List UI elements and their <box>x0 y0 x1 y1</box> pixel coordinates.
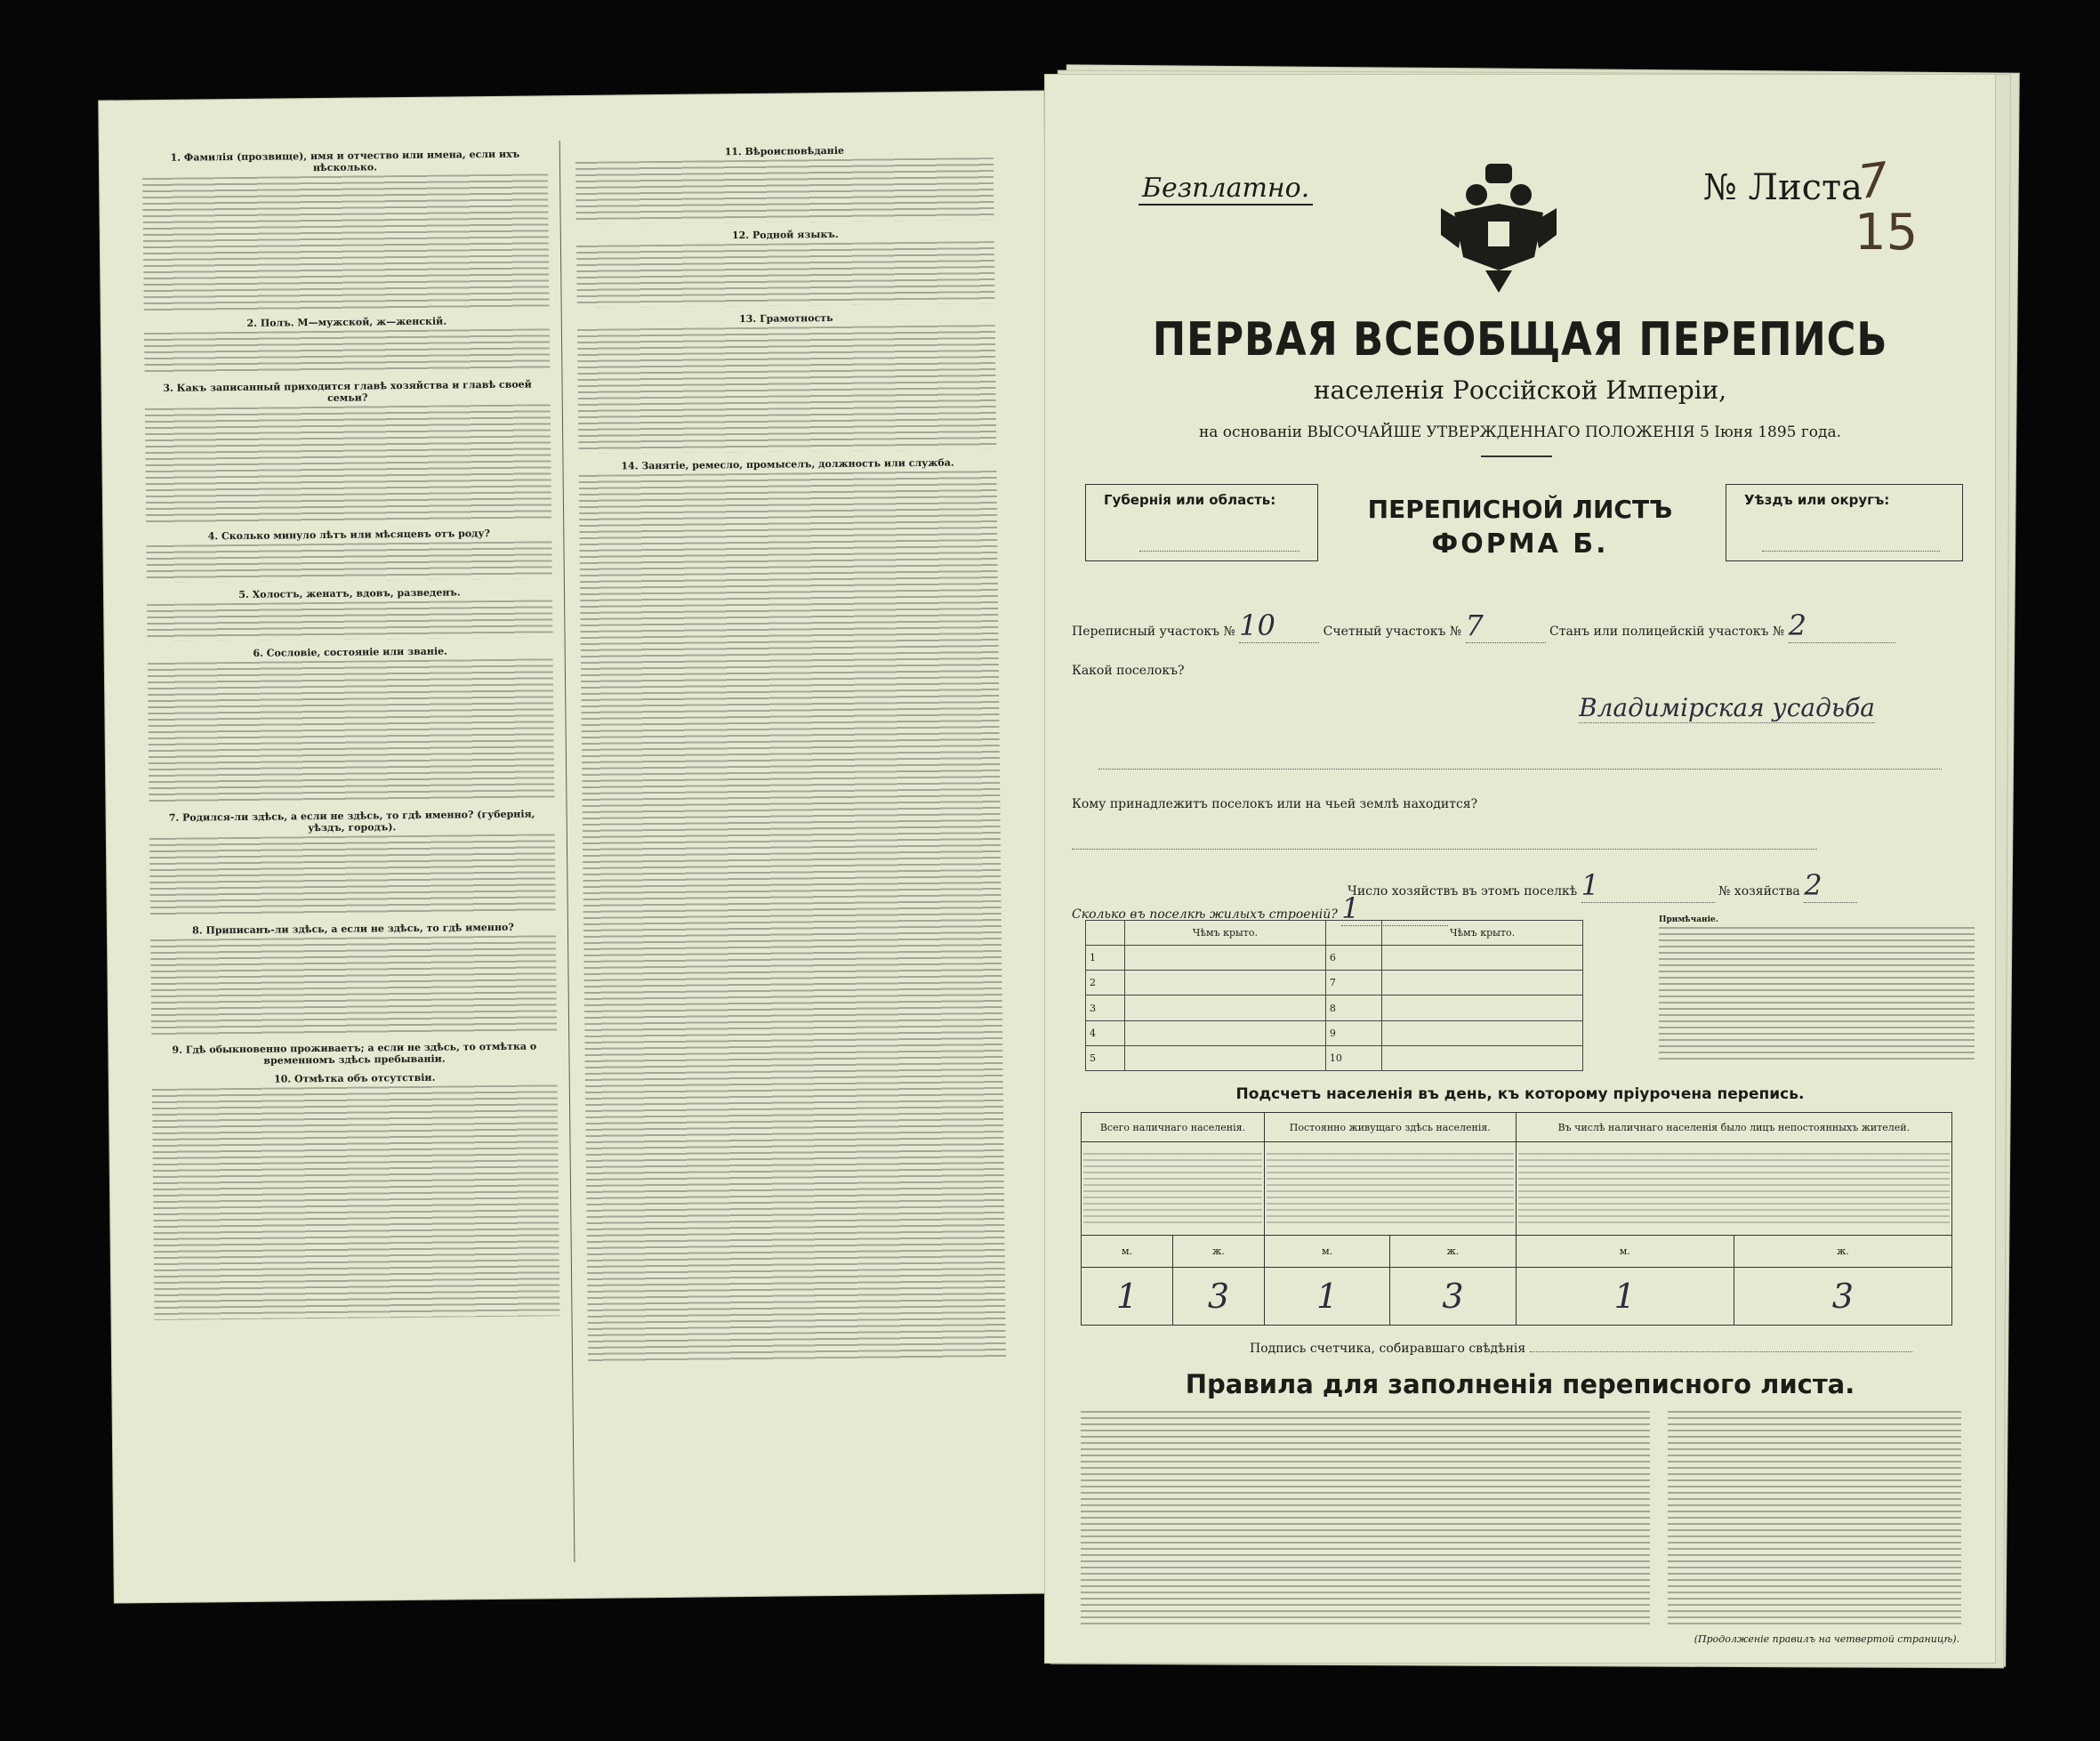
table-row <box>1086 946 1583 971</box>
text-block <box>1518 1153 1950 1224</box>
gender-label: м. <box>1082 1236 1173 1268</box>
count-value[interactable]: 3 <box>1734 1268 1951 1326</box>
form-name: ФОРМА Б. <box>1431 528 1609 560</box>
form-title: ПЕРЕПИСНОЙ ЛИСТЪ <box>1367 495 1673 524</box>
households-label: Число хозяйствъ въ этомъ поселкѣ <box>1348 884 1578 899</box>
district-handwritten <box>1762 528 1940 552</box>
text-block <box>579 471 1006 1365</box>
owner-row <box>1072 797 1968 811</box>
table-row <box>1086 1045 1583 1070</box>
table-header: Въ числѣ наличнаго населенія было лицъ непостоянныхъ жителей. <box>1516 1113 1951 1142</box>
table-cell: 1 <box>1086 946 1125 971</box>
instructions-column-1 <box>142 141 563 1576</box>
count-title: Подсчетъ населенія въ день, къ которому пріурочена перепись. <box>1235 1085 1805 1103</box>
table-cell: 9 <box>1325 1020 1381 1045</box>
settlement-value-line-2 <box>1098 744 1942 770</box>
table-cell[interactable] <box>1125 971 1326 995</box>
households-value[interactable]: 1 <box>1581 868 1715 903</box>
buildings-value[interactable]: 1 <box>1341 891 1448 926</box>
settlement-value[interactable]: Владимірская усадьба <box>1579 693 1875 722</box>
table-header: Постоянно живущаго здѣсь населенія. <box>1264 1113 1516 1142</box>
text-block <box>146 541 551 583</box>
text-block <box>576 241 995 308</box>
text-block <box>1668 1411 1961 1624</box>
table-row <box>1082 1236 1952 1268</box>
section-heading: 14. Занятіе, ремесло, промыселъ, должность или служба. <box>621 456 954 472</box>
text-block <box>147 600 552 641</box>
count-value[interactable]: 1 <box>1082 1268 1173 1326</box>
buildings-label: Сколько въ поселкѣ жилыхъ строеній? <box>1072 907 1338 922</box>
census-form-page <box>1045 75 1995 1663</box>
population-count-table <box>1081 1112 1952 1326</box>
signature-line[interactable] <box>1530 1334 1912 1352</box>
table-header-row <box>1086 921 1583 946</box>
table-cell[interactable] <box>1125 1020 1326 1045</box>
free-label: Безплатно. <box>1139 173 1313 206</box>
table-row <box>1082 1268 1952 1326</box>
sheet-number-value: 7 <box>1855 152 1893 211</box>
text-block <box>142 173 550 311</box>
stan-value[interactable]: 2 <box>1789 609 1895 643</box>
instructions-column-2 <box>575 136 1009 1571</box>
decree-line: на основаніи ВЫСОЧАЙШЕ УТВЕРЖДЕННАГО ПОЛОЖЕНІЯ 5 Іюня 1895 года. <box>1198 423 1842 441</box>
instructions-page <box>99 91 1059 1602</box>
count-value[interactable]: 3 <box>1172 1268 1264 1326</box>
table-header-row <box>1082 1113 1952 1142</box>
precinct-label: Переписный участокъ № <box>1072 625 1235 639</box>
rules-column-2 <box>1668 1409 1961 1632</box>
table-cell[interactable] <box>1382 995 1583 1020</box>
double-headed-eagle-icon <box>1436 159 1561 302</box>
owner-value-line[interactable] <box>1072 824 1817 850</box>
table-cell: 2 <box>1086 971 1125 995</box>
section-heading: 11. Вѣроисповѣданіе <box>724 144 845 158</box>
sheet-number-label: № Листа <box>1703 167 1863 208</box>
owner-label: Кому принадлежитъ поселокъ или на чьей землѣ находится? <box>1072 797 1478 811</box>
table-cell <box>1264 1142 1516 1236</box>
section-heading: 13. Грамотность <box>738 311 833 326</box>
table-cell: 3 <box>1086 995 1125 1020</box>
table-cell[interactable] <box>1125 995 1326 1020</box>
text-block <box>149 834 556 918</box>
table-cell: 7 <box>1325 971 1381 995</box>
table-header <box>1086 921 1125 946</box>
table-cell[interactable] <box>1382 946 1583 971</box>
gender-label: ж. <box>1172 1236 1264 1268</box>
stan-label: Станъ или полицейскій участокъ № <box>1549 625 1785 639</box>
table-row <box>1086 1020 1583 1045</box>
table-cell <box>1082 1142 1265 1236</box>
table-cell[interactable] <box>1382 1020 1583 1045</box>
count-value[interactable]: 3 <box>1390 1268 1516 1326</box>
table-cell: 6 <box>1325 946 1381 971</box>
text-block <box>1083 1153 1262 1224</box>
table-cell[interactable] <box>1382 971 1583 995</box>
count-precinct-value[interactable]: 7 <box>1466 609 1546 643</box>
district-label: Уѣздъ или округъ: <box>1744 492 1890 508</box>
rules-column-1 <box>1081 1409 1650 1632</box>
text-block <box>150 935 557 1037</box>
settlement-value-row <box>1579 693 1968 723</box>
count-precinct-label: Счетный участокъ № <box>1323 625 1462 639</box>
section-heading: 3. Какъ записанный приходится главѣ хозяйства и главѣ своей семьи? <box>163 378 532 404</box>
table-header: Чѣмъ крыто. <box>1382 921 1583 946</box>
count-value[interactable]: 1 <box>1516 1268 1734 1326</box>
gender-label: м. <box>1264 1236 1389 1268</box>
rules-continued-note: (Продолженіе правилъ на четвертой страницѣ). <box>1694 1633 1959 1645</box>
section-heading: 2. Полъ. М—мужской, ж—женскій. <box>246 315 447 329</box>
table-header: Чѣмъ крыто. <box>1125 921 1326 946</box>
buildings-table <box>1085 920 1583 1071</box>
table-cell: 8 <box>1325 995 1381 1020</box>
section-heading: 8. Приписанъ-ли здѣсь, а если не здѣсь, то гдѣ именно? <box>192 921 514 937</box>
gender-label: ж. <box>1390 1236 1516 1268</box>
column-divider <box>559 141 575 1562</box>
table-row <box>1082 1142 1952 1236</box>
signature-label: Подпись счетчика, собиравшаго свѣдѣнія <box>1250 1342 1526 1356</box>
table-header: Всего наличнаго населенія. <box>1082 1113 1265 1142</box>
table-cell: 5 <box>1086 1045 1125 1070</box>
text-block <box>1659 927 1975 1060</box>
text-block <box>148 658 555 805</box>
signature-row <box>1250 1334 1912 1356</box>
table-cell: 4 <box>1086 1020 1125 1045</box>
precinct-value[interactable]: 10 <box>1239 609 1319 643</box>
rules-title: Правила для заполненія переписного листа. <box>1185 1369 1855 1399</box>
section-heading: 7. Родился-ли здѣсь, а если не здѣсь, то гдѣ именно? (губернія, уѣздъ, городъ). <box>168 808 535 834</box>
section-heading: 1. Фамилія (прозвище), имя и отчество или имена, если ихъ нѣсколько. <box>170 148 520 174</box>
gender-label: ж. <box>1734 1236 1951 1268</box>
table-cell[interactable] <box>1125 1045 1326 1070</box>
section-heading: 5. Холостъ, женатъ, вдовъ, разведенъ. <box>238 586 461 600</box>
table-cell[interactable] <box>1382 1045 1583 1070</box>
section-heading: 9. Гдѣ обыкновенно проживаетъ; а если не здѣсь, то отмѣтка о временномъ здѣсь пребываніи. <box>172 1040 537 1067</box>
table-cell: 10 <box>1325 1045 1381 1070</box>
section-heading: 10. Отмѣтка объ отсутствіи. <box>273 1071 436 1085</box>
page-title: ПЕРВАЯ ВСЕОБЩАЯ ПЕРЕПИСЬ <box>1152 313 1888 367</box>
table-cell <box>1516 1142 1951 1236</box>
precinct-row <box>1072 609 1968 643</box>
section-heading: 6. Сословіе, состояніе или званіе. <box>253 645 448 659</box>
household-no-label: № хозяйства <box>1718 884 1800 899</box>
text-block <box>1081 1411 1650 1624</box>
section-heading: 4. Сколько минуло лѣтъ или мѣсяцевъ отъ роду? <box>207 528 491 543</box>
text-block <box>575 157 994 224</box>
text-block <box>144 328 550 375</box>
text-block <box>577 325 996 454</box>
count-value[interactable]: 1 <box>1264 1268 1389 1326</box>
table-cell[interactable] <box>1125 946 1326 971</box>
gender-label: м. <box>1516 1236 1734 1268</box>
text-block <box>145 404 551 524</box>
district-field[interactable] <box>1726 484 1963 561</box>
table-header <box>1325 921 1381 946</box>
settlement-label: Какой поселокъ? <box>1072 664 1185 678</box>
section-heading: 12. Родной языкъ. <box>731 228 839 242</box>
text-block <box>152 1084 560 1320</box>
table-row <box>1086 995 1583 1020</box>
table-row <box>1086 971 1583 995</box>
note-label: Примѣчаніе. <box>1659 915 1718 924</box>
page-subtitle: населенія Россійской Имперіи, <box>1313 375 1727 405</box>
text-block <box>1267 1153 1514 1224</box>
household-no-value[interactable]: 2 <box>1804 868 1857 903</box>
note-box <box>1659 915 1975 1076</box>
sheet-number-secondary: 15 <box>1855 204 1919 262</box>
divider <box>1481 455 1552 457</box>
province-label: Губернія или область: <box>1104 492 1276 508</box>
settlement-row <box>1072 664 1968 678</box>
